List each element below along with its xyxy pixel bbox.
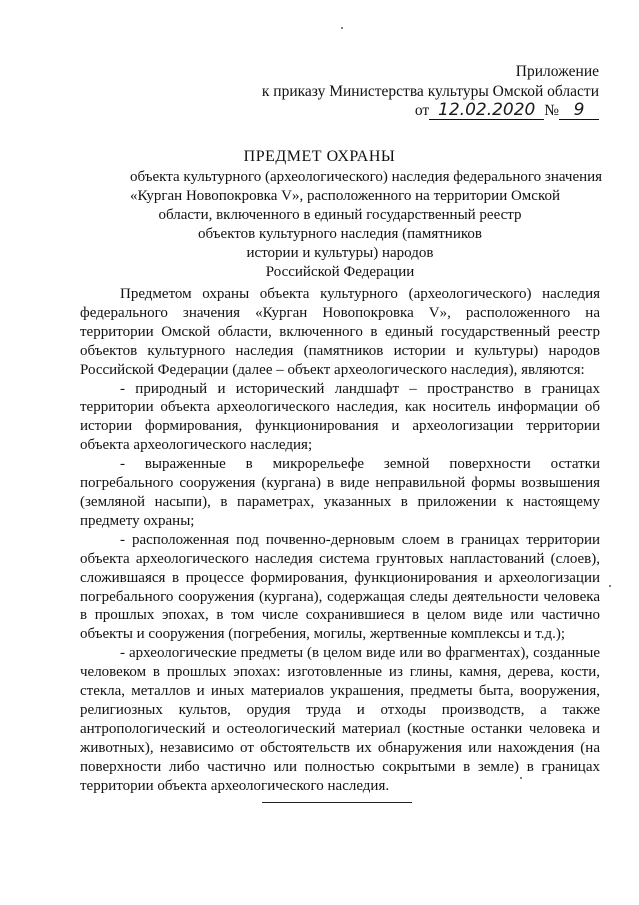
scan-speck [341, 27, 343, 29]
intro-paragraph: Предметом охраны объекта культурного (археологического) наследия федерального значения «Курган Новопокровка V», расположенного на территории Омской области, включенного в единый государственный реестр объектов культурного наследия (памятников истории и культуры) народов Российской Федерации (далее – объект археологического наследия), являются: [80, 286, 600, 378]
annex-label: Приложение [515, 63, 599, 80]
scan-speck [609, 585, 611, 587]
scan-speck [520, 777, 522, 779]
list-item-layers: - расположенная под почвенно-дерновым слоем в границах территории объекта археологического наследия система грунтовых напластований (слоев), сложившаяся в процессе формирования, функционирования и археологизации погребального сооружения (кургана), содержащая следы деятельности человека в прошлых эпохах, в том числе сохранившиеся в целом виде или частично объекты и сооружения (погребения, могилы, жертвенные комплексы и т.д.); [80, 531, 600, 643]
list-item-artifacts: - археологические предметы (в целом виде или во фрагментах), созданные человеком в прошлых эпохах: изготовленные из глины, камня, дерева, кости, стекла, металлов и иных материалов украшения, предметы быта, вооружения, религиозных культов, орудия труда и отходы производств, а также антропологический и остеологический материал (костные останки человека и животных), независимо от обстоятельств их обнаружения или нахождения (на поверхности либо частично или полностью сокрытыми в земле) в границах территории объекта археологического наследия. [80, 645, 600, 794]
document-title: ПРЕДМЕТ ОХРАНЫ [243, 148, 396, 165]
subtitle-line: объекта культурного (археологического) наследия федерального значения [130, 169, 603, 185]
handwritten-date: 12.02.2020 [429, 102, 544, 120]
subtitle-line: истории и культуры) народов [246, 245, 434, 261]
handwritten-number: 9 [559, 102, 599, 120]
list-item-microrelief: - выраженные в микрорельефе земной поверхности остатки погребального сооружения (кургана) в виде неправильной формы возвышения (земляной насыпи), в параметрах, указанных в приложении к настоящему предмету охраны; [80, 456, 600, 529]
list-item-landscape: - природный и исторический ландшафт – пространство в границах территории объекта археологического наследия, как носитель информации об истории формирования, функционирования и археологизации территории объекта археологического наследия; [80, 380, 600, 454]
date-prefix: от [414, 102, 430, 119]
closing-rule [262, 802, 412, 803]
subtitle-line: «Курган Новопокровка V», расположенного на территории Омской [130, 188, 561, 204]
subtitle-line: Российской Федерации [265, 264, 415, 280]
document-body [80, 285, 600, 795]
number-prefix: № [544, 102, 559, 119]
annex-reference: к приказу Министерства культуры Омской области [261, 83, 599, 100]
order-date-number [415, 101, 599, 121]
document-subtitle [130, 168, 603, 282]
subtitle-line: области, включенного в единый государственный реестр [158, 207, 522, 223]
subtitle-line: объектов культурного наследия (памятников [198, 226, 482, 242]
